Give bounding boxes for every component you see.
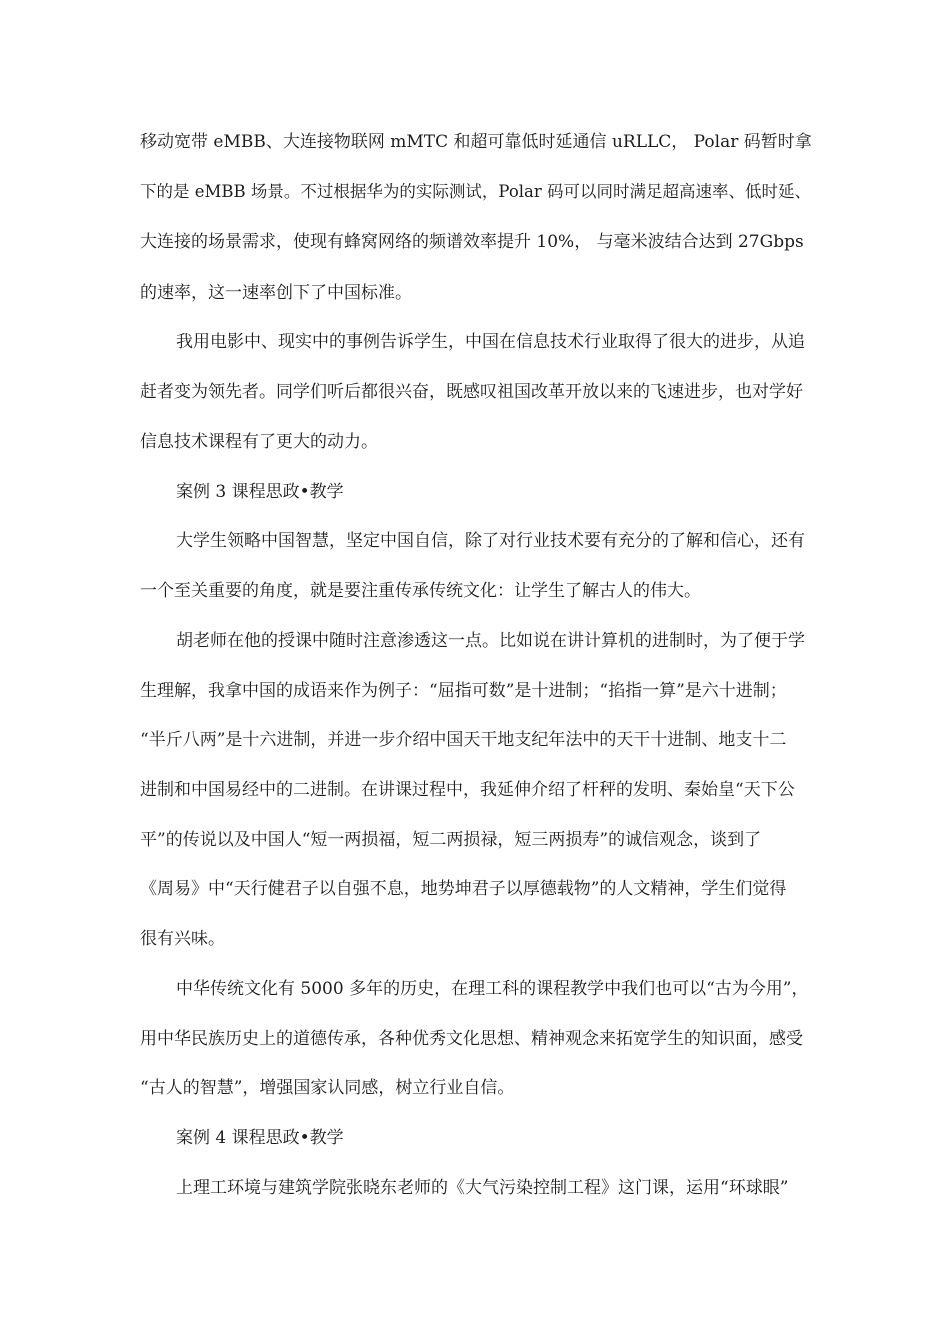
- paragraph-line-12: 生理解，我拿中国的成语来作为例子：“屈指可数”是十进制；“掐指一算”是六十进制；: [140, 681, 787, 701]
- paragraph-line-14: 进制和中国易经中的二进制。在讲课过程中，我延伸介绍了杆秤的发明、秦始皇“天下公: [140, 780, 795, 800]
- paragraph-line-19: 用中华民族历史上的道德传承，各种优秀文化思想、精神观念来拓宽学生的知识面，感受: [140, 1029, 803, 1049]
- paragraph-line-9: 大学生领略中国智慧，坚定中国自信，除了对行业技术要有充分的了解和信心，还有: [176, 531, 805, 551]
- paragraph-line-4: 的速率，这一速率创下了中国标准。: [140, 283, 412, 303]
- section-heading-case-4: 案例 4 课程思政•教学: [176, 1128, 344, 1148]
- paragraph-line-16: 《周易》中“天行健君子以自强不息，地势坤君子以厚德载物”的人文精神，学生们觉得: [140, 879, 787, 899]
- paragraph-line-10: 一个至关重要的角度，就是要注重传承传统文化：让学生了解古人的伟大。: [140, 581, 701, 601]
- section-heading-case-3: 案例 3 课程思政•教学: [176, 482, 344, 502]
- paragraph-line-17: 很有兴味。: [140, 929, 225, 949]
- paragraph-line-13: “半斤八两”是十六进制，并进一步介绍中国天干地支纪年法中的天干十进制、地支十二: [140, 730, 787, 750]
- paragraph-line-1: 移动宽带 eMBB、大连接物联网 mMTC 和超可靠低时延通信 uRLLC， Polar 码暂时拿: [140, 132, 812, 152]
- paragraph-line-22: 上理工环境与建筑学院张晓东老师的《大气污染控制工程》这门课，运用“环球眼”: [176, 1178, 789, 1198]
- paragraph-line-5: 我用电影中、现实中的事例告诉学生，中国在信息技术行业取得了很大的进步，从追: [176, 332, 805, 352]
- paragraph-line-6: 赶者变为领先者。同学们听后都很兴奋，既感叹祖国改革开放以来的飞速进步，也对学好: [140, 382, 803, 402]
- paragraph-line-3: 大连接的场景需求，使现有蜂窝网络的频谱效率提升 10%， 与毫米波结合达到 27Gbps: [140, 232, 804, 252]
- paragraph-line-7: 信息技术课程有了更大的动力。: [140, 432, 378, 452]
- paragraph-line-18: 中华传统文化有 5000 多年的历史，在理工科的课程教学中我们也可以“古为今用”，: [176, 979, 809, 999]
- paragraph-line-20: “古人的智慧”，增强国家认同感，树立行业自信。: [140, 1078, 515, 1098]
- paragraph-line-15: 平”的传说以及中国人“短一两损福，短二两损禄，短三两损寿”的诚信观念，谈到了: [140, 830, 762, 850]
- paragraph-line-11: 胡老师在他的授课中随时注意渗透这一点。比如说在讲计算机的进制时，为了便于学: [176, 631, 805, 651]
- paragraph-line-2: 下的是 eMBB 场景。不过根据华为的实际测试，Polar 码可以同时满足超高速率、低时延、: [140, 182, 812, 201]
